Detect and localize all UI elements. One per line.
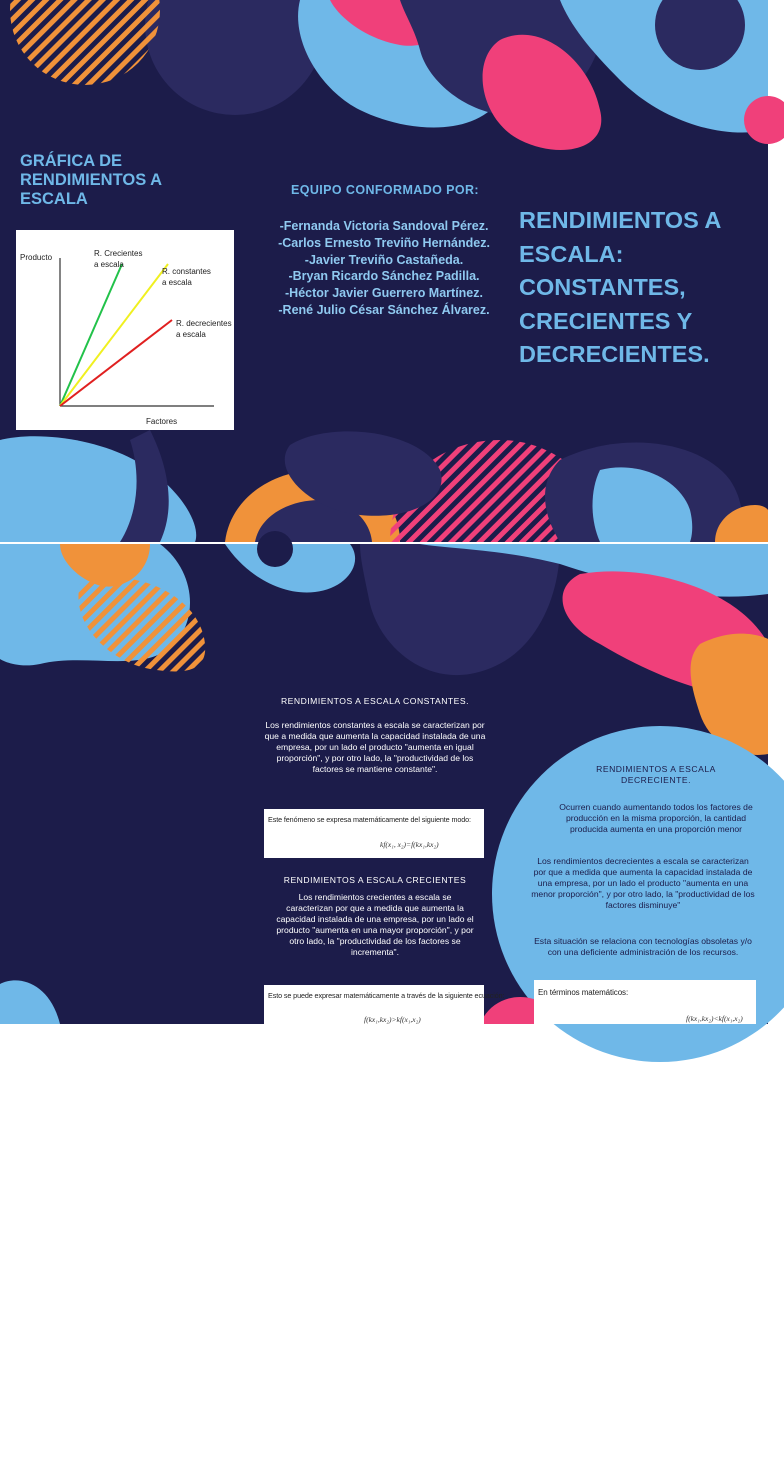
- team-member: -Bryan Ricardo Sánchez Padilla.: [288, 269, 480, 284]
- team-member: -René Julio César Sánchez Álvarez.: [278, 302, 490, 317]
- y-axis-label: Producto: [20, 253, 53, 262]
- decreciente-text-3: Esta situación se relaciona con tecnologías obsoletas y/o con una deficiente administración de los recursos.: [534, 936, 752, 957]
- crecientes-label-line2: a escala: [94, 260, 124, 269]
- team-list: [266, 218, 502, 319]
- brochure-inside-panel: [0, 544, 768, 1481]
- intro-statement: LOS RENDIMIENTOS DE ESCALA EXPRESAN CÓMO VARÍA LA CANTIDAD PRODUCIDA POR UNA EMPRESA A MEDIDA QUE VARÍA EL USO DE TODOS LOS FACTORES QUE INTERVIENEN EN EL PROCESO DE PRODUCCIÓN EN LA MISMA PROPORCIÓN.: [20, 1237, 240, 1481]
- crecientes-label-line1: R. Crecientes: [94, 249, 143, 258]
- main-title: RENDIMIENTOS A ESCALA: CONSTANTES, CRECIENTES Y DECRECIENTES.: [519, 207, 721, 367]
- team-member: -Fernanda Victoria Sandoval Pérez.: [279, 219, 489, 233]
- decreciente-formula-caption: En términos matemáticos:: [538, 988, 629, 997]
- team-member: -Javier Treviño Castañeda.: [304, 252, 464, 267]
- crecientes-heading: RENDIMIENTOS A ESCALA CRECIENTES: [283, 875, 467, 885]
- crecientes-formula-box: [264, 985, 505, 1024]
- constantes-label-line2: a escala: [162, 278, 192, 287]
- decrecientes-label-line2: a escala: [176, 330, 206, 339]
- team-heading: EQUIPO CONFORMADO POR:: [291, 183, 479, 197]
- graph-canvas: [16, 230, 234, 430]
- team-member: -Carlos Ernesto Treviño Hernández.: [278, 235, 490, 250]
- crecientes-formula-caption: Esto se puede expresar matemáticamente a través de la siguiente ecuación:: [268, 991, 505, 1000]
- crecientes-formula: f(kx₁,kx₂)>kf(x₁,x₂): [364, 1015, 421, 1024]
- constantes-heading: RENDIMIENTOS A ESCALA CONSTANTES.: [280, 696, 470, 706]
- decreciente-text-2: Los rendimientos decrecientes a escala se caracterizan por que a medida que aumenta la capacidad instalada de una empresa, por un lado el producto "aumenta en una menor proporción", y por otro lado, la "productividad de los factores disminuye": [531, 856, 755, 910]
- decreciente-heading: RENDIMIENTOS A ESCALA DECRECIENTE.: [596, 764, 716, 785]
- constantes-formula-box: [264, 809, 484, 858]
- constantes-formula-caption: Este fenómeno se expresa matemáticamente del siguiente modo:: [268, 815, 471, 824]
- returns-to-scale-graph: [16, 230, 234, 430]
- constantes-text: Los rendimientos constantes a escala se caracterizan por que a medida que aumenta la capacidad instalada de una empresa, por un lado el producto "aumenta en igual proporción", y por otro lado, la "productividad de los factores se mantiene constante".: [264, 720, 486, 774]
- brochure-front-panel: [0, 0, 768, 542]
- decrecientes-label-line1: R. decrecientes: [176, 319, 232, 328]
- decreciente-formula-box: [534, 980, 756, 1024]
- graph-title: GRÁFICA DE RENDIMIENTOS A ESCALA: [20, 152, 162, 208]
- constantes-label-line1: R. constantes: [162, 267, 211, 276]
- x-axis-label: Factores: [146, 417, 178, 426]
- decreciente-text-1-body: Ocurren cuando aumentando todos los factores de producción en la misma proporción, la cantidad producida aumenta en una proporción menor: [559, 802, 753, 834]
- crecientes-text: Los rendimientos crecientes a escala se caracterizan por que a medida que aumenta la capacidad instalada de una empresa, por un lado el producto "aumenta en una mayor proporción", y por otro lado, la "productividad de los factores se incrementa".: [276, 892, 474, 957]
- decreciente-text-1: [528, 802, 784, 835]
- decreciente-formula: f(kx₁,kx₂)<kf(x₁,x₂): [686, 1014, 743, 1023]
- team-member: -Héctor Javier Guerrero Martínez.: [285, 286, 483, 301]
- crecientes-line: [60, 264, 122, 406]
- constantes-formula: kf(x₁, x₂)=f(kx₁,kx₂): [380, 840, 439, 849]
